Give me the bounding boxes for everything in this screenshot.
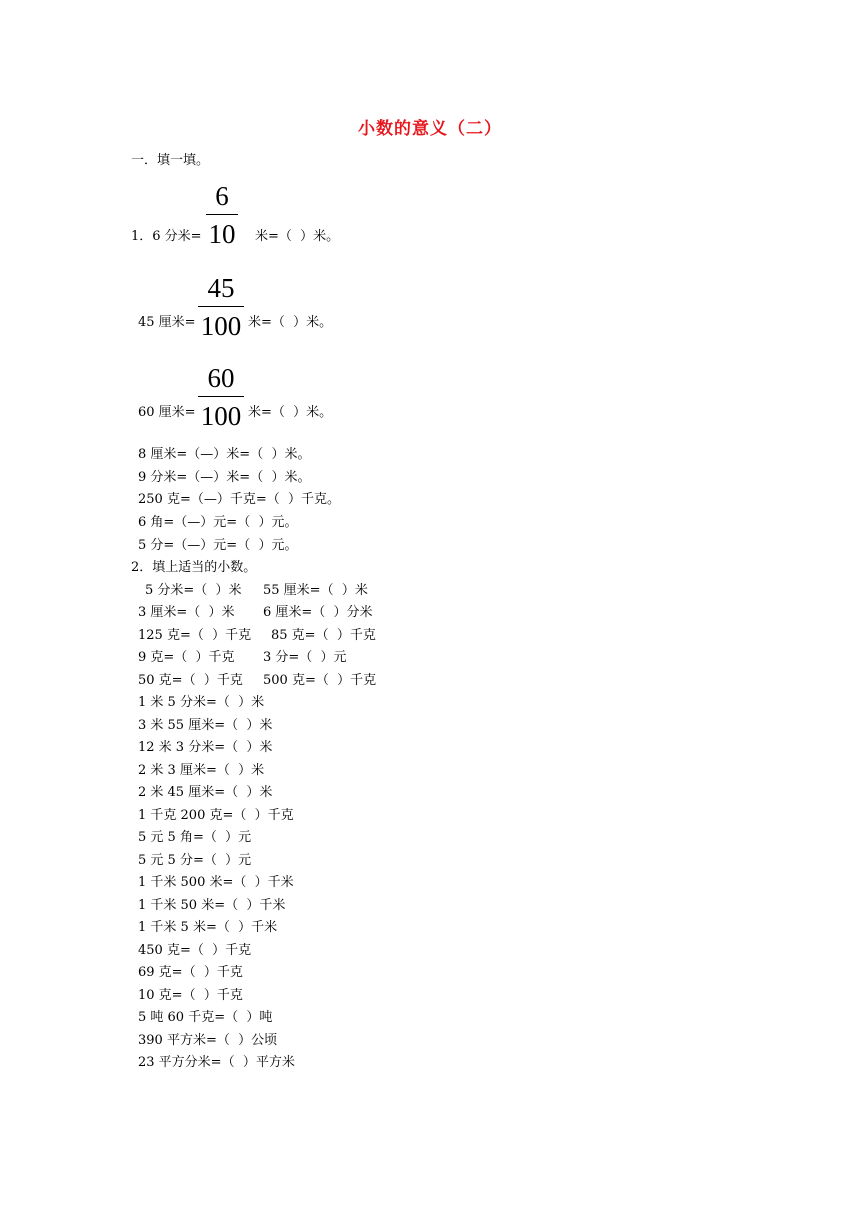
fraction-2-suffix: 米=（ ）米。 (248, 315, 333, 330)
section2-line-4: 2 米 3 厘米=（ ）米 (138, 763, 265, 778)
fraction-2-bar (198, 306, 244, 307)
section2-line-12: 450 克=（ ）千克 (138, 943, 252, 958)
fraction-2-denominator: 100 (200, 311, 242, 341)
section2-line-11: 1 千米 5 米=（ ）千米 (138, 920, 278, 935)
section2-line-16: 390 平方米=（ ）公顷 (138, 1033, 278, 1048)
fraction-2-prefix: 45 厘米= (138, 315, 196, 330)
section2-line-3: 12 米 3 分米=（ ）米 (138, 740, 273, 755)
pair-3-right: 85 克=（ ）千克 (271, 628, 376, 643)
fraction-1-numerator: 6 (215, 181, 229, 211)
pair-5-left: 50 克=（ ）千克 (138, 673, 243, 688)
section2-line-6: 1 千克 200 克=（ ）千克 (138, 808, 294, 823)
section2-line-15: 5 吨 60 千克=（ ）吨 (138, 1010, 273, 1025)
fraction-1-suffix: 米=（ ）米。 (255, 229, 340, 244)
fraction-1-prefix: 1．6 分米= (131, 229, 202, 244)
pair-5-right: 500 克=（ ）千克 (263, 673, 377, 688)
section1-line-1: 8 厘米=（—）米=（ ）米。 (138, 447, 311, 462)
fraction-2-numerator: 45 (207, 273, 235, 303)
section2-line-7: 5 元 5 角=（ ）元 (138, 830, 252, 845)
fraction-3-denominator: 100 (200, 401, 242, 431)
pair-3-left: 125 克=（ ）千克 (138, 628, 252, 643)
section1-line-2: 9 分米=（—）米=（ ）米。 (138, 470, 311, 485)
section2-line-10: 1 千米 50 米=（ ）千米 (138, 898, 286, 913)
section1-line-5: 5 分=（—）元=（ ）元。 (138, 538, 298, 553)
pair-4-left: 9 克=（ ）千克 (138, 650, 235, 665)
section2-line-17: 23 平方分米=（ ）平方米 (138, 1055, 295, 1070)
pair-4-right: 3 分=（ ）元 (263, 650, 347, 665)
section1-heading: 一．填一填。 (131, 153, 210, 168)
fraction-1-denominator: 10 (208, 219, 236, 249)
section2-line-9: 1 千米 500 米=（ ）千米 (138, 875, 294, 890)
section2-line-5: 2 米 45 厘米=（ ）米 (138, 785, 273, 800)
fraction-1 (206, 180, 238, 250)
section1-line-3: 250 克=（—）千克=（ ）千克。 (138, 492, 340, 507)
section2-heading: 2．填上适当的小数。 (131, 560, 257, 575)
fraction-3-suffix: 米=（ ）米。 (248, 405, 333, 420)
fraction-1-bar (206, 214, 238, 215)
section2-line-13: 69 克=（ ）千克 (138, 965, 243, 980)
pair-1-right: 55 厘米=（ ）米 (263, 583, 368, 598)
section2-line-8: 5 元 5 分=（ ）元 (138, 853, 252, 868)
section2-line-1: 1 米 5 分米=（ ）米 (138, 695, 265, 710)
section2-line-14: 10 克=（ ）千克 (138, 988, 243, 1003)
fraction-3-numerator: 60 (207, 363, 235, 393)
section1-line-4: 6 角=（—）元=（ ）元。 (138, 515, 298, 530)
pair-1-left: 5 分米=（ ）米 (145, 583, 242, 598)
pair-2-right: 6 厘米=（ ）分米 (263, 605, 373, 620)
fraction-3-bar (198, 396, 244, 397)
fraction-3-prefix: 60 厘米= (138, 405, 196, 420)
page-title: 小数的意义（二） (358, 119, 502, 139)
fraction-3 (198, 362, 244, 432)
section2-line-2: 3 米 55 厘米=（ ）米 (138, 718, 273, 733)
pair-2-left: 3 厘米=（ ）米 (138, 605, 235, 620)
fraction-2 (198, 272, 244, 342)
